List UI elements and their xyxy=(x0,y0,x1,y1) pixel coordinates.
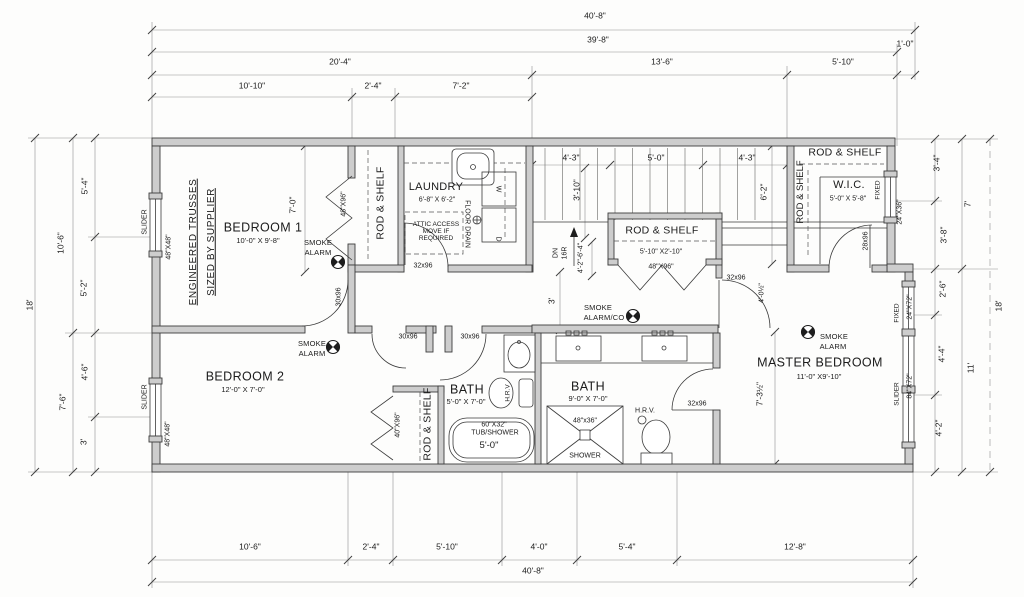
tub-width-label: 5'-0" xyxy=(479,440,499,452)
door-32x96-laundry-label: 32x96 xyxy=(413,262,433,270)
dryer-label: D xyxy=(494,236,502,242)
dim-right-3-4: 3'-4" xyxy=(931,154,942,172)
dim-left-3: 3' xyxy=(78,438,89,446)
smoke-alarm-hall: SMOKE xyxy=(583,303,613,313)
hrv-bath2-label: H.R.V. xyxy=(635,407,655,415)
door-28x96-wic-label: 28x96 xyxy=(862,231,870,251)
dim-left-4-6: 4'-6" xyxy=(79,363,90,381)
shower-size-label: 48"x36" xyxy=(572,417,598,425)
dim-hall-width: 3' xyxy=(546,297,557,305)
stair-direction-arrow xyxy=(570,227,578,237)
bifold-48x96-label: 48"X96" xyxy=(340,191,348,217)
dim-left-5-2: 5'-2" xyxy=(78,279,89,297)
room-bedroom1-size: 10'-0" X 9'-8" xyxy=(236,236,280,246)
smoke-alarm-hall-co: ALARM/CO xyxy=(583,313,625,323)
bedroom2-closet-label: ROD & SHELF xyxy=(421,387,434,461)
dim-top-5-10: 5'-10" xyxy=(832,56,854,67)
dim-right-18: 18' xyxy=(993,300,1004,312)
dim-stair-depth: 3'-10" xyxy=(571,179,582,201)
dim-right-3-8: 3'-8" xyxy=(938,226,949,244)
dim-bottom-2-4: 2'-4" xyxy=(362,541,380,552)
hall-closet-label: ROD & SHELF xyxy=(625,224,699,237)
dim-top-20-4: 20'-4" xyxy=(329,56,351,67)
stairs-risers-label: 16R xyxy=(561,246,569,260)
dim-stair-side: 6'-2" xyxy=(758,183,769,201)
washer-label: W xyxy=(494,185,502,193)
room-bath2-size: 9'-0" X 7'-0" xyxy=(568,394,608,404)
smoke-alarm-icon xyxy=(326,341,339,354)
bedroom1-closet-label: ROD & SHELF xyxy=(374,166,387,240)
smoke-alarm-co-icon xyxy=(626,310,639,323)
dim-bottom-4-0: 4'-0" xyxy=(530,541,548,552)
double-door-48x96-label: 48"X96" xyxy=(648,263,674,271)
dim-top-13-6: 13'-6" xyxy=(651,56,673,67)
room-laundry-name: LAUNDRY xyxy=(408,181,464,194)
floor-drain-label: FLOOR DRAIN xyxy=(463,200,471,248)
room-bedroom2-size: 12'-0" X 7'-0" xyxy=(221,385,265,395)
door-32x96-hall-label: 32x96 xyxy=(726,274,746,282)
smoke-alarm-icon xyxy=(801,326,814,339)
window-24x72-label: 24"X72" xyxy=(906,294,914,320)
dim-bottom-10-6: 10'-6" xyxy=(239,541,261,552)
dim-bottom-overall: 40'-8" xyxy=(522,565,544,576)
door-30x96-bedroom1-label: 30x96 xyxy=(335,287,343,307)
dim-bottom-5-10: 5'-10" xyxy=(436,541,458,552)
door-32x96-bath2-label: 32x96 xyxy=(687,400,707,408)
window-48x48-bedroom1-label: 48"X48" xyxy=(165,234,173,260)
dimension-lines xyxy=(24,22,998,588)
bifold-40x96-label: 40"X96" xyxy=(394,412,402,438)
dim-top-2-4: 2'-4" xyxy=(364,80,382,91)
window-slider-bedroom1-label: SLIDER xyxy=(141,209,149,235)
dim-stair-mid: 5'-0" xyxy=(647,152,665,163)
tub-size-label: 60"X32" xyxy=(481,421,507,429)
room-wic-name: W.I.C. xyxy=(833,179,865,192)
window-fixed-wic-label: FIXED xyxy=(874,180,882,200)
dim-bedroom1-width: 7'-0" xyxy=(287,196,298,214)
tub-label: TUB/SHOWER xyxy=(471,429,519,437)
dim-left-10-6: 10'-6" xyxy=(55,232,66,254)
room-bath1-size: 5'-0" X 7'-0" xyxy=(446,397,486,407)
window-slider-bedroom2-label: SLIDER xyxy=(141,384,149,410)
dim-top-7-2: 7'-2" xyxy=(452,80,470,91)
room-bath1-name: BATH xyxy=(449,382,485,397)
dim-top-overall: 40'-8" xyxy=(584,10,606,21)
dim-bottom-5-4: 5'-4" xyxy=(618,541,636,552)
room-bedroom1-name: BEDROOM 1 xyxy=(223,220,303,235)
dim-right-2-6: 2'-6" xyxy=(937,280,948,298)
room-bedroom2-name: BEDROOM 2 xyxy=(205,369,285,384)
smoke-alarm-bedroom1: SMOKE xyxy=(303,238,333,248)
dimension-ticks xyxy=(31,26,994,586)
stairs-dn-label: DN xyxy=(552,247,560,259)
dim-left-5-4: 5'-4" xyxy=(79,177,90,195)
dim-master-side: 7'-3½" xyxy=(754,381,765,407)
dim-top-39-8: 39'-8" xyxy=(587,34,609,45)
window-fixed-master-label: FIXED xyxy=(893,303,901,323)
dim-top-10-10: 10'-10" xyxy=(238,80,266,91)
window-slider-master-label: SLIDER xyxy=(893,382,901,406)
wic-left-closet-label: ROD & SHELF xyxy=(795,160,807,224)
dim-stair-run: 4'-2"-6'-4" xyxy=(577,242,585,274)
dim-stair-left: 4'-3" xyxy=(562,152,580,163)
wic-top-closet-label: ROD & SHELF xyxy=(808,146,882,159)
window-48x48-bedroom2-label: 48"X48" xyxy=(164,421,172,447)
smoke-alarm-bedroom2: SMOKE xyxy=(297,339,327,349)
room-master-name: MASTER BEDROOM xyxy=(757,355,883,370)
smoke-alarm-masterb: ALARM xyxy=(819,342,847,352)
room-master-size: 11'-0" X9'-10" xyxy=(796,372,842,382)
trusses-note-line1: ENGINEERED TRUSSES xyxy=(187,178,199,306)
trusses-note-line2: SIZED BY SUPPLIER xyxy=(205,188,217,296)
dim-left-7-6: 7'-6" xyxy=(57,393,68,411)
smoke-alarm-icon xyxy=(331,256,344,269)
dim-bottom-12-8: 12'-8" xyxy=(784,541,806,552)
smoke-alarm-bedroom1b: ALARM xyxy=(304,248,332,258)
door-30x96-bedroom2-label: 30x96 xyxy=(398,333,418,341)
dim-right-7: 7' xyxy=(962,200,973,208)
hall-closet-size: 5'-10" X2'-10" xyxy=(639,248,683,256)
door-30x96-bath1-label: 30x96 xyxy=(460,333,480,341)
hrv-bath1-label: H.R.V xyxy=(504,384,512,402)
dim-right-4-2: 4'-2" xyxy=(933,419,944,437)
shower-label: SHOWER xyxy=(569,452,601,460)
room-bath2-name: BATH xyxy=(570,379,606,394)
smoke-alarm-bedroom2b: ALARM xyxy=(298,349,326,359)
room-wic-size: 5'-0" X 5'-8" xyxy=(829,195,867,203)
dim-master-entry: 4'-0½" xyxy=(758,283,766,303)
dim-right-4-4: 4'-4" xyxy=(936,345,947,363)
window-84x72-label: 84"X72" xyxy=(906,373,914,399)
dim-right-11: 11' xyxy=(965,362,976,374)
smoke-alarm-master: SMOKE xyxy=(819,332,849,342)
dim-stair-right: 4'-3" xyxy=(738,152,756,163)
room-laundry-size: 6'-8" X 6'-2" xyxy=(418,196,456,204)
window-24x36-label: 24"X36" xyxy=(896,199,904,225)
attic-access-note: ATTIC ACCESS MOVE IF REQUIRED xyxy=(412,220,460,242)
dim-left-overall: 18' xyxy=(24,299,35,311)
dim-top-1-0: 1'-0" xyxy=(896,38,914,49)
